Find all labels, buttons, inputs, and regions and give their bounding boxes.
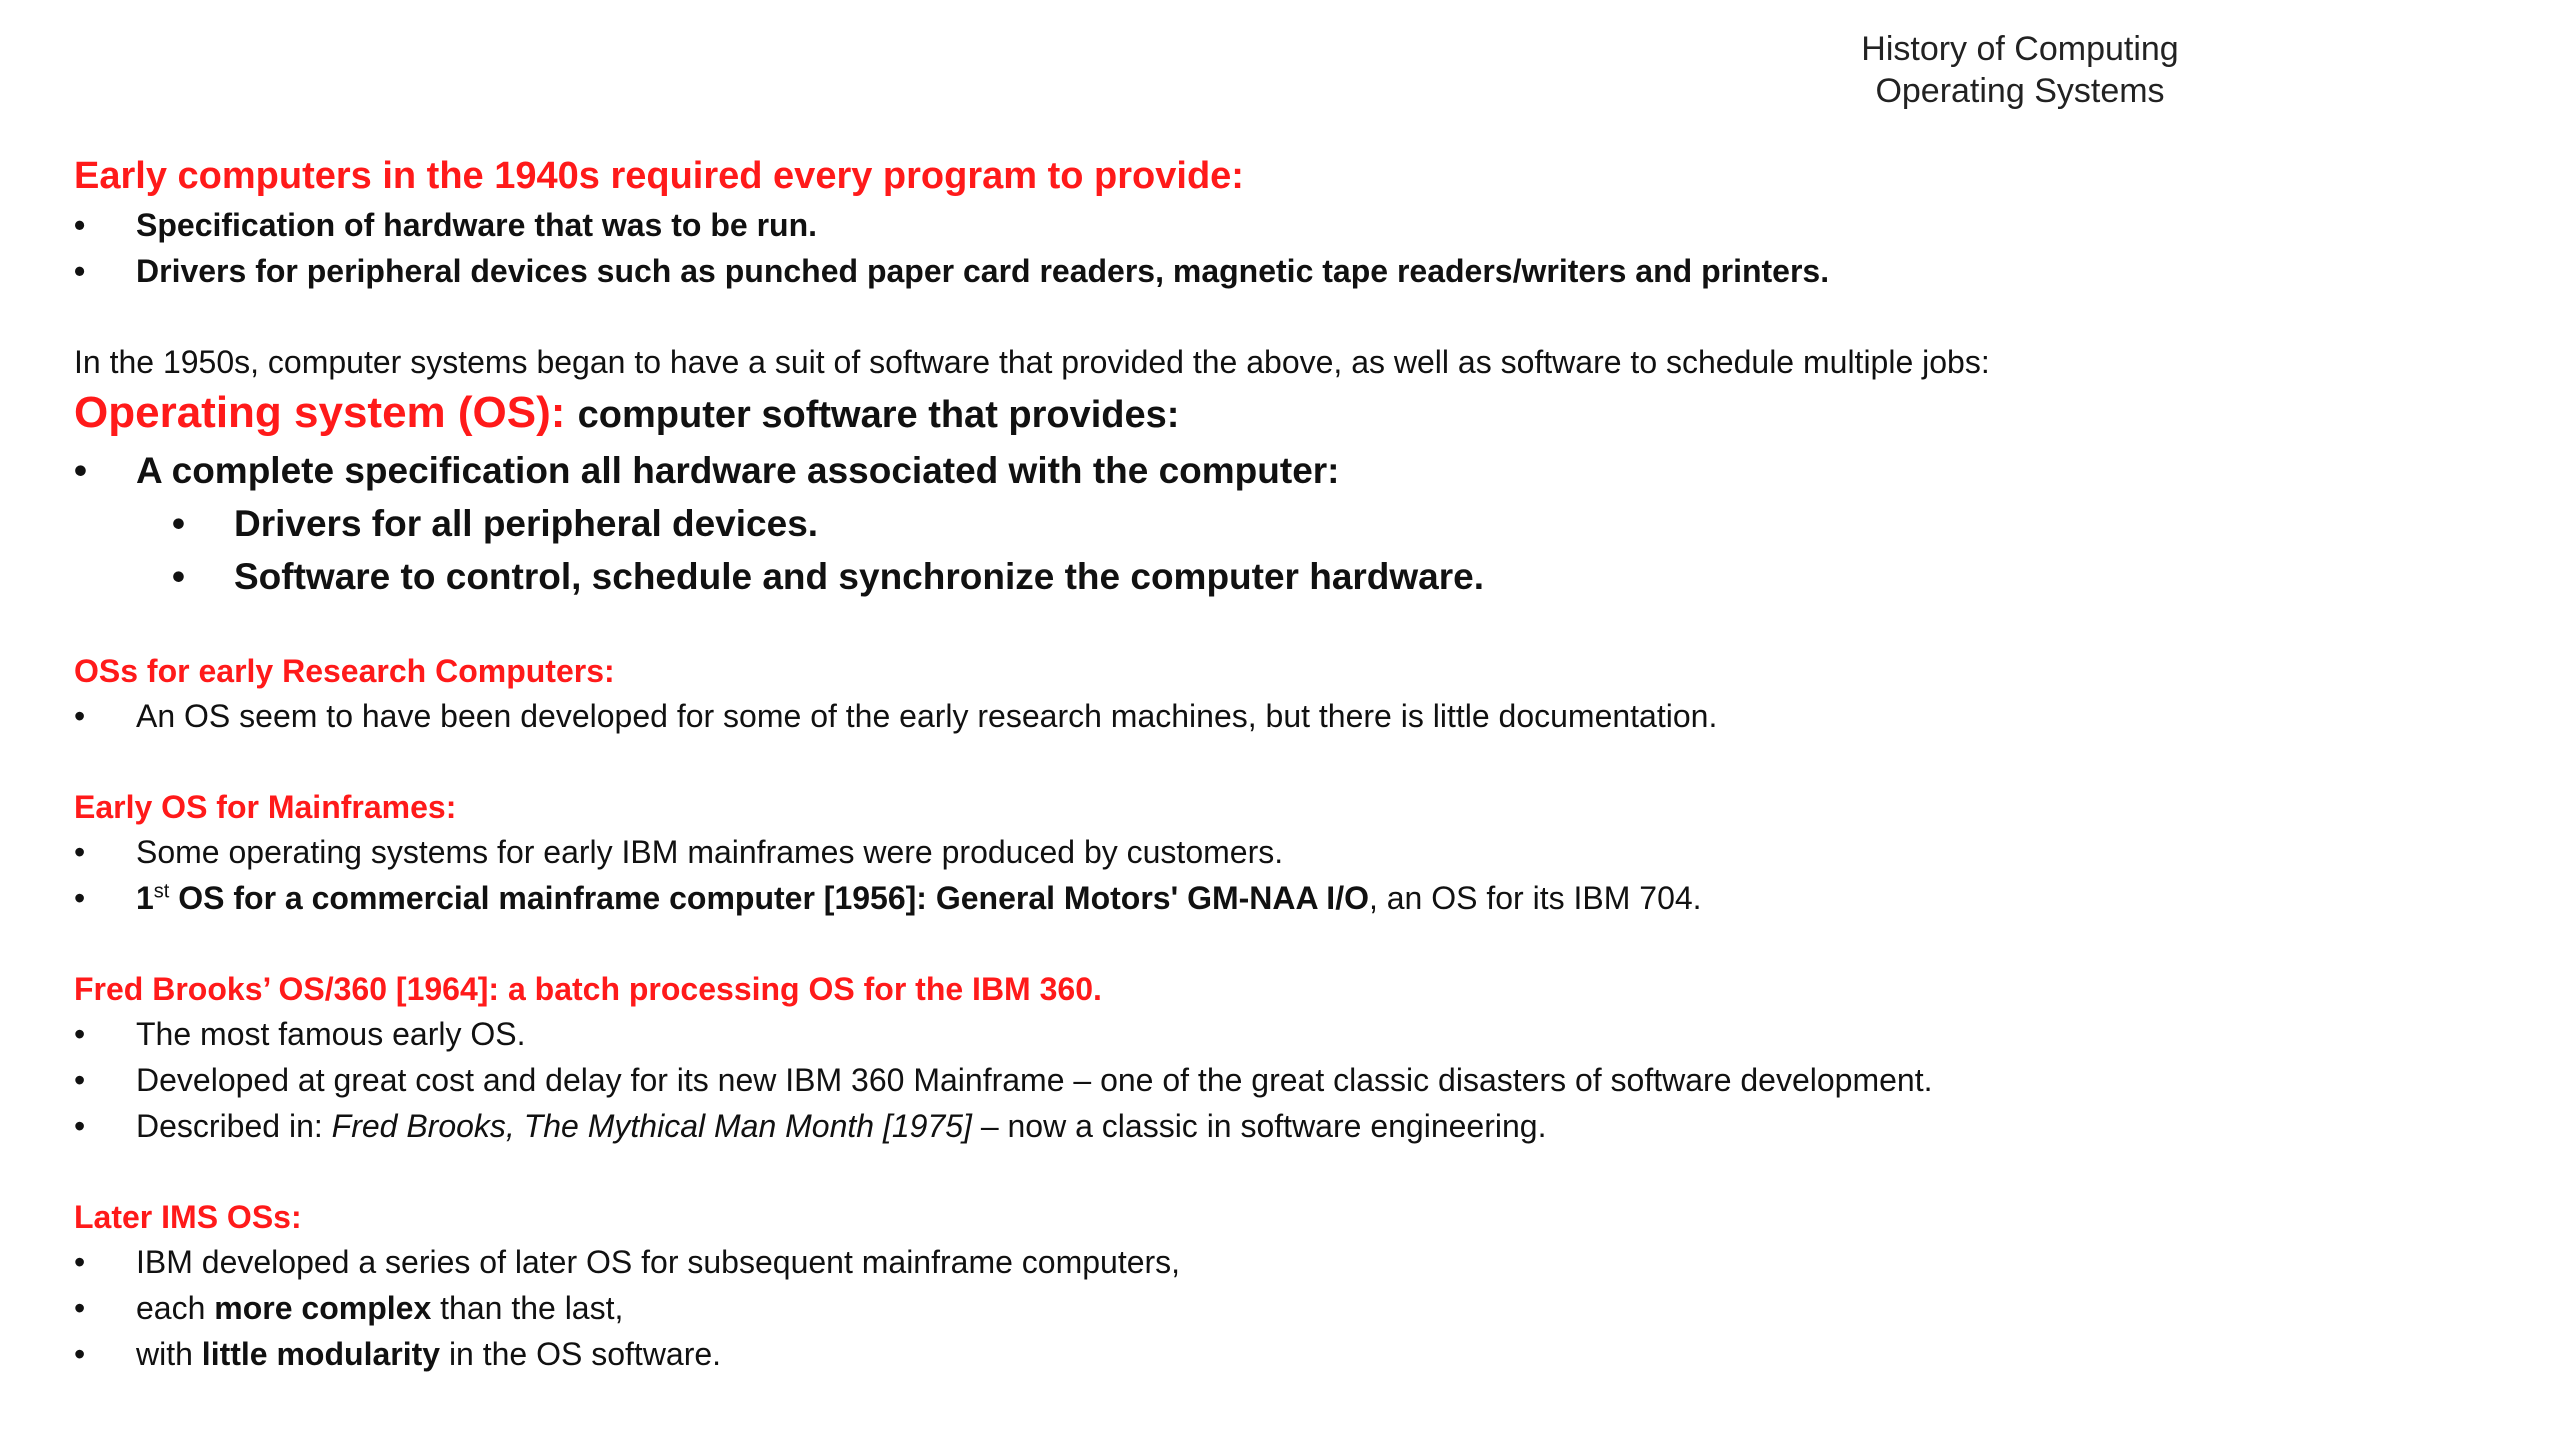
list-item <box>74 202 2494 248</box>
header-line-2: Operating Systems <box>1875 72 2165 110</box>
each-post: than the last, <box>431 1290 624 1326</box>
list-item <box>74 1103 2494 1149</box>
list-item <box>74 444 2494 497</box>
list-item <box>74 1285 2494 1331</box>
os-definition <box>74 384 2494 444</box>
little-modularity-bold: little modularity <box>201 1336 441 1372</box>
list-item-text: An OS seem to have been developed for some of the early research machines, but there is little documentation. <box>136 698 1718 734</box>
list-item <box>74 829 2494 875</box>
bullet-icon: • <box>172 503 185 544</box>
bullet-icon: • <box>74 450 87 491</box>
bullet-icon: • <box>74 1016 86 1052</box>
book-citation: Fred Brooks, The Mythical Man Month [1975] <box>331 1108 972 1144</box>
first-os-num: 1 <box>136 880 154 916</box>
list-item-text: Drivers for peripheral devices such as punched paper card readers, magnetic tape readers/writers and printers. <box>136 253 1830 289</box>
bullet-icon: • <box>74 1290 86 1326</box>
bullet-icon: • <box>74 834 86 870</box>
list-item-text: Software to control, schedule and synchronize the computer hardware. <box>234 556 1485 597</box>
list-item-text <box>136 1336 721 1372</box>
list-item <box>74 1057 2494 1103</box>
slide-content <box>74 150 2494 1377</box>
sub-list-item <box>74 497 2494 550</box>
list-item <box>74 875 2494 921</box>
bullet-icon: • <box>172 556 185 597</box>
bullet-icon: • <box>74 1336 86 1372</box>
list-item-text: IBM developed a series of later OS for subsequent mainframe computers, <box>136 1244 1181 1280</box>
more-complex-bold: more complex <box>214 1290 432 1326</box>
described-post: – now a classic in software engineering. <box>971 1108 1547 1144</box>
list-item <box>74 1331 2494 1377</box>
with-pre: with <box>136 1336 202 1372</box>
slide-header <box>1760 28 2280 112</box>
with-post: in the OS software. <box>440 1336 722 1372</box>
bullet-icon: • <box>74 253 86 289</box>
list-item-text: Developed at great cost and delay for its new IBM 360 Mainframe – one of the great classic disasters of software development. <box>136 1062 1933 1098</box>
list-item <box>74 248 2494 294</box>
list-item-text <box>136 1290 623 1326</box>
list-item-text: Drivers for all peripheral devices. <box>234 503 819 544</box>
os-definition-text: computer software that provides: <box>577 394 1180 436</box>
list-item <box>74 1011 2494 1057</box>
bullet-icon: • <box>74 207 86 243</box>
os360-heading: Fred Brooks’ OS/360 [1964]: a batch processing OS for the IBM 360. <box>74 971 1102 1007</box>
first-os-rest: , an OS for its IBM 704. <box>1368 880 1702 916</box>
list-item-text: Some operating systems for early IBM mainframes were produced by customers. <box>136 834 1284 870</box>
list-item-text: Specification of hardware that was to be run. <box>136 207 817 243</box>
described-pre: Described in: <box>136 1108 332 1144</box>
later-heading: Later IMS OSs: <box>74 1199 302 1235</box>
list-item-text <box>136 1108 1546 1144</box>
list-item <box>74 1239 2494 1285</box>
bullet-icon: • <box>74 698 86 734</box>
each-pre: each <box>136 1290 215 1326</box>
bullet-icon: • <box>74 1062 86 1098</box>
os-term: Operating system (OS): <box>74 388 566 437</box>
bullet-icon: • <box>74 1108 86 1144</box>
header-line-1: History of Computing <box>1861 30 2179 68</box>
first-os-sup: st <box>153 880 170 903</box>
list-item-text: The most famous early OS. <box>136 1016 526 1052</box>
list-item <box>74 693 2494 739</box>
bullet-icon: • <box>74 1244 86 1280</box>
mainframes-heading: Early OS for Mainframes: <box>74 789 457 825</box>
early-1940s-heading: Early computers in the 1940s required every program to provide: <box>74 155 1244 197</box>
list-item-text <box>136 880 1702 916</box>
research-heading: OSs for early Research Computers: <box>74 653 615 689</box>
list-item-text: A complete specification all hardware associated with the computer: <box>136 450 1340 491</box>
bullet-icon: • <box>74 880 86 916</box>
sub-list-item <box>74 550 2494 603</box>
os-intro-paragraph: In the 1950s, computer systems began to have a suit of software that provided the above, as well as software to schedule multiple jobs: <box>74 344 1990 380</box>
first-os-bold: OS for a commercial mainframe computer [1956]: General Motors' GM-NAA I/O <box>169 880 1369 916</box>
